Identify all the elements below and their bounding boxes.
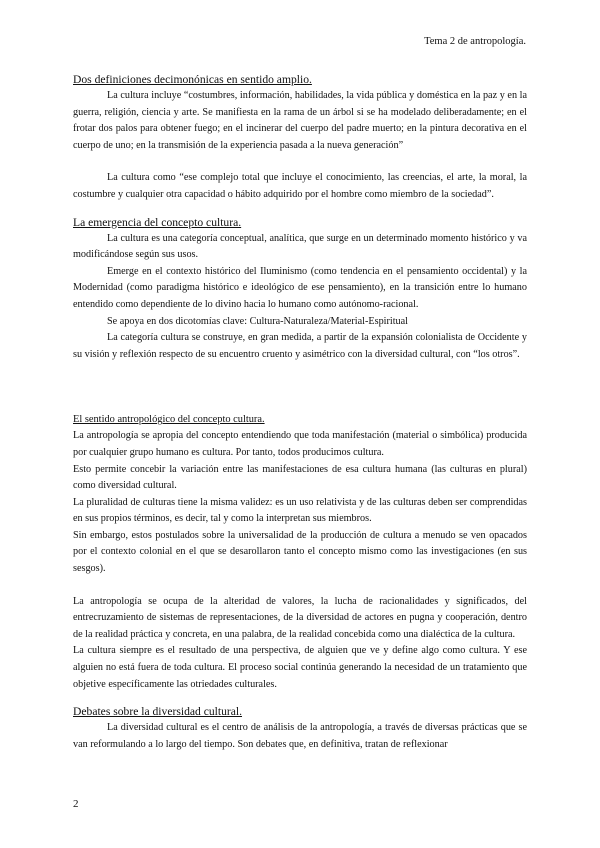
- section-title-definiciones: Dos definiciones decimonónicas en sentido amplio.: [73, 73, 312, 86]
- paragraph: La cultura es una categoría conceptual, analítica, que surge en un determinado momento histórico y va modificándose según sus usos.: [73, 232, 527, 261]
- paragraph: Se apoya en dos dicotomías clave: Cultura-Naturaleza/Material-Espiritual: [107, 315, 408, 327]
- paragraph: La cultura incluye “costumbres, información, habilidades, la vida pública y doméstica en la paz y en la guerra, religión, ciencia y arte. Se manifiesta en la rama de un árbol si se ha modelado deliberadamente; en el frotar dos palos para obtener fuego; en el incinerar del cuerpo del padre muerto; en la pintura decorativa en el cuerpo de uno; en la transmisión de la experiencia pasada a la nueva generación”: [73, 90, 527, 151]
- running-header: Tema 2 de antropología.: [424, 36, 526, 47]
- paragraph: La categoría cultura se construye, en gran medida, a partir de la expansión colonialista de Occidente y su visión y reflexión respecto de su encuentro cruento y asimétrico con la diversidad cultural, con “los otros”.: [73, 332, 527, 360]
- paragraph: Sin embargo, estos postulados sobre la universalidad de la producción de cultura a menudo se ven opacados por el contexto colonial en el que se desarollaron tanto el concepto mismo como las investigaciones (en sus sesgos).: [73, 529, 527, 575]
- paragraph: La diversidad cultural es el centro de análisis de la antropología, a través de diversas prácticas que se van reformulando a lo largo del tiempo. Son debates que, en definitiva, tratan de reflexionar: [73, 722, 527, 750]
- section-title-debates: Debates sobre la diversidad cultural.: [73, 705, 243, 719]
- paragraph: Esto permite concebir la variación entre las manifestaciones de esa cultura humana (las culturas en plural) como diversidad cultural.: [73, 463, 527, 492]
- section-title-sentido: El sentido antropológico del concepto cultura.: [73, 414, 265, 426]
- paragraph: La pluralidad de culturas tiene la misma validez: es un uso relativista y de las culturas deben ser comprendidas en sus propios términos, es decir, tal y como la interpretan sus miembros.: [73, 496, 527, 525]
- section-title-emergencia: La emergencia del concepto cultura.: [73, 215, 242, 229]
- paragraph: La cultura como “ese complejo total que incluye el conocimiento, las creencias, el arte, la moral, la costumbre y cualquier otra capacidad o hábito adquirido por el hombre como miembro de la sociedad”.: [73, 172, 527, 200]
- paragraph: Emerge en el contexto histórico del Iluminismo (como tendencia en el pensamiento occidental) y la Modernidad (como paradigma histórico e ideológico de ese pensamiento), en la transición entre lo humano entendido como dependiente de lo divino hacia lo humano como autónomo-racional.: [73, 265, 527, 310]
- page-number: 2: [73, 798, 79, 810]
- paragraph: La antropología se ocupa de la alteridad de valores, la lucha de racionalidades y significados, del entrecruzamiento de sistemas de representaciones, de la diversidad de actores en pugna y cooperación, dentro de la realidad práctica y concreta, en una palabra, de la realidad concebida como una dialéctica de la cultura.: [73, 595, 527, 640]
- page-body: [73, 72, 527, 753]
- paragraph: La antropología se apropia del concepto entendiendo que toda manifestación (material o simbólica) producida por cualquier grupo humano es cultura. Por tanto, todos producimos cultura.: [73, 430, 527, 458]
- paragraph: La cultura siempre es el resultado de una perspectiva, de alguien que ve y define algo como cultura. Y ese alguien no está fuera de toda cultura. El proceso social continúa generando la necesidad de un tratamiento que objetive específicamente las otriedades culturales.: [73, 645, 527, 690]
